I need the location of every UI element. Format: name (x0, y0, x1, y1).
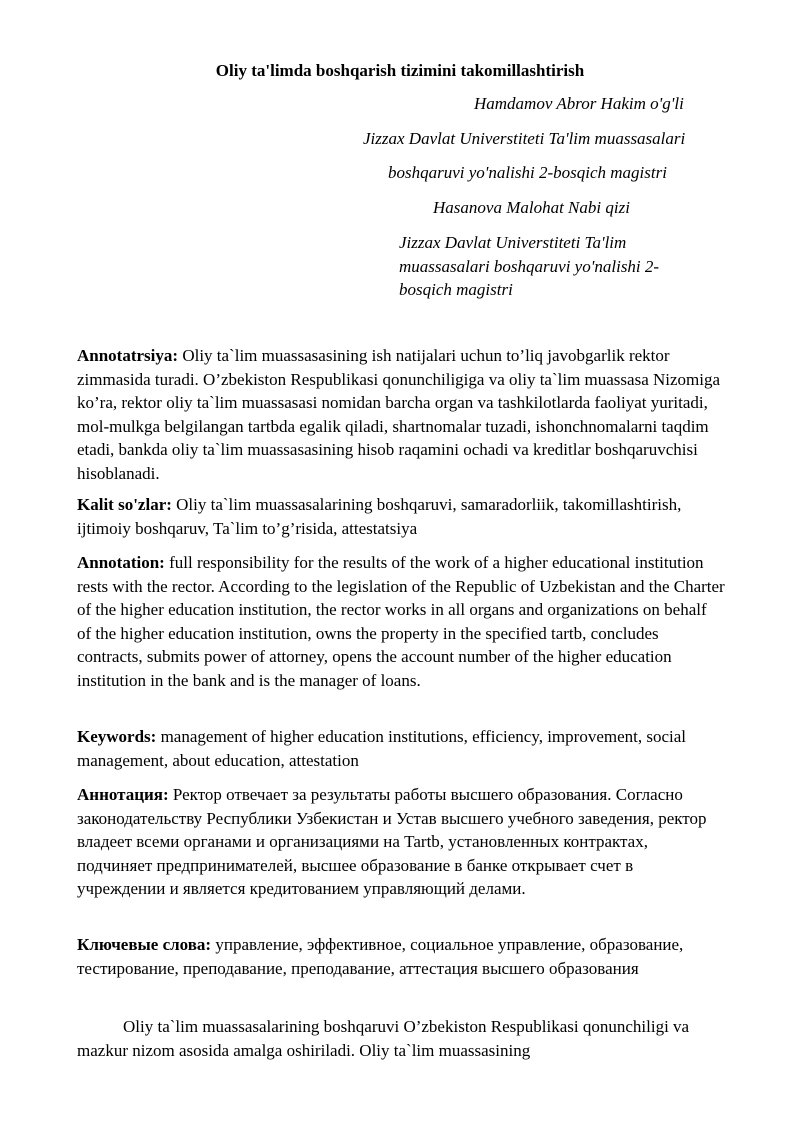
document-title: Oliy ta'limda boshqarish tizimini takomillashtirish (215, 61, 585, 80)
keywords-text: management of higher education institutions, efficiency, improvement, social management, about education, attestation (77, 727, 687, 770)
keywords-paragraph (77, 725, 725, 772)
klyuchevye-slova-text: управление, эффективное, социальное управление, образование, тестирование, преподавание, преподавание, аттестация высшего образования (77, 935, 684, 978)
annotatsiya-ru-label: Аннотация: (77, 785, 169, 804)
annotatsiya-label: Annotatrsiya: (77, 346, 179, 365)
annotatsiya-paragraph (77, 344, 725, 485)
author-2-affiliation: Jizzax Davlat Universtiteti Ta'lim muassasalari boshqaruvi yo'nalishi 2-bosqich magistri (399, 233, 660, 299)
annotation-text: full responsibility for the results of the work of a higher educational institution rests with the rector. According to the legislation of the Republic of Uzbekistan and the Charter of the higher education institution, the rector works in all organs and organizations on behalf of the higher education institution, owns the property in the specified tartb, concludes contracts, submits power of attorney, opens the account number of the higher education institution in the bank and is the manager of loans. (77, 553, 725, 690)
annotatsiya-text: Oliy ta`lim muassasasining ish natijalari uchun to’liq javobgarlik rektor zimmasida turadi. O’zbekiston Respublikasi qonunchiligiga va oliy ta`lim muassasa Nizomiga ko’ra, rektor oliy ta`lim muassasasi nomidan barcha organ va tashkilotlarda faoliyat yuritadi, mol-mulkga belgilangan tartbda egalik qiladi, shartnomalar tuzadi, ishonchnomalarni taqdim etadi, bankda oliy ta`lim muassasasining hisob raqamini ochadi va kreditlar boshqaruvchisi hisoblanadi. (77, 346, 721, 483)
annotatsiya-ru-paragraph (77, 783, 725, 901)
annotation-label: Annotation: (77, 553, 165, 572)
author-1-affiliation-line-2: boshqaruvi yo'nalishi 2-bosqich magistri (388, 163, 667, 182)
kalit-sozlar-paragraph (77, 493, 725, 540)
annotatsiya-ru-text: Ректор отвечает за результаты работы высшего образования. Согласно законодательству Республики Узбекистан и Устав высшего учебного заведения, ректор владеет всеми органами и организациями на Tartb, установленных контрактах, подчиняет предпринимателей, высшее образование в банке открывает счет в учреждении и является кредитованием управляющий делами. (77, 785, 707, 898)
kalit-sozlar-text: Oliy ta`lim muassasalarining boshqaruvi, samaradorliik, takomillashtirish, ijtimoiy boshqaruv, Ta`lim to’g’risida, attestatsiya (77, 495, 682, 538)
author-1-name: Hamdamov Abror Hakim o'g'li (474, 94, 684, 113)
author-1-affiliation-line-1: Jizzax Davlat Universtiteti Ta'lim muassasalari (363, 129, 686, 148)
keywords-label: Keywords: (77, 727, 157, 746)
annotation-paragraph (77, 551, 725, 692)
kalit-sozlar-label: Kalit so'zlar: (77, 495, 172, 514)
body-paragraph: Oliy ta`lim muassasalarining boshqaruvi O’zbekiston Respublikasi qonunchiligi va mazkur nizom asosida amalga oshiriladi. Oliy ta`lim muassasining (77, 1017, 690, 1060)
klyuchevye-slova-paragraph (77, 933, 725, 980)
author-2-name: Hasanova Malohat Nabi qizi (433, 198, 630, 217)
klyuchevye-slova-label: Ключевые слова: (77, 935, 212, 954)
